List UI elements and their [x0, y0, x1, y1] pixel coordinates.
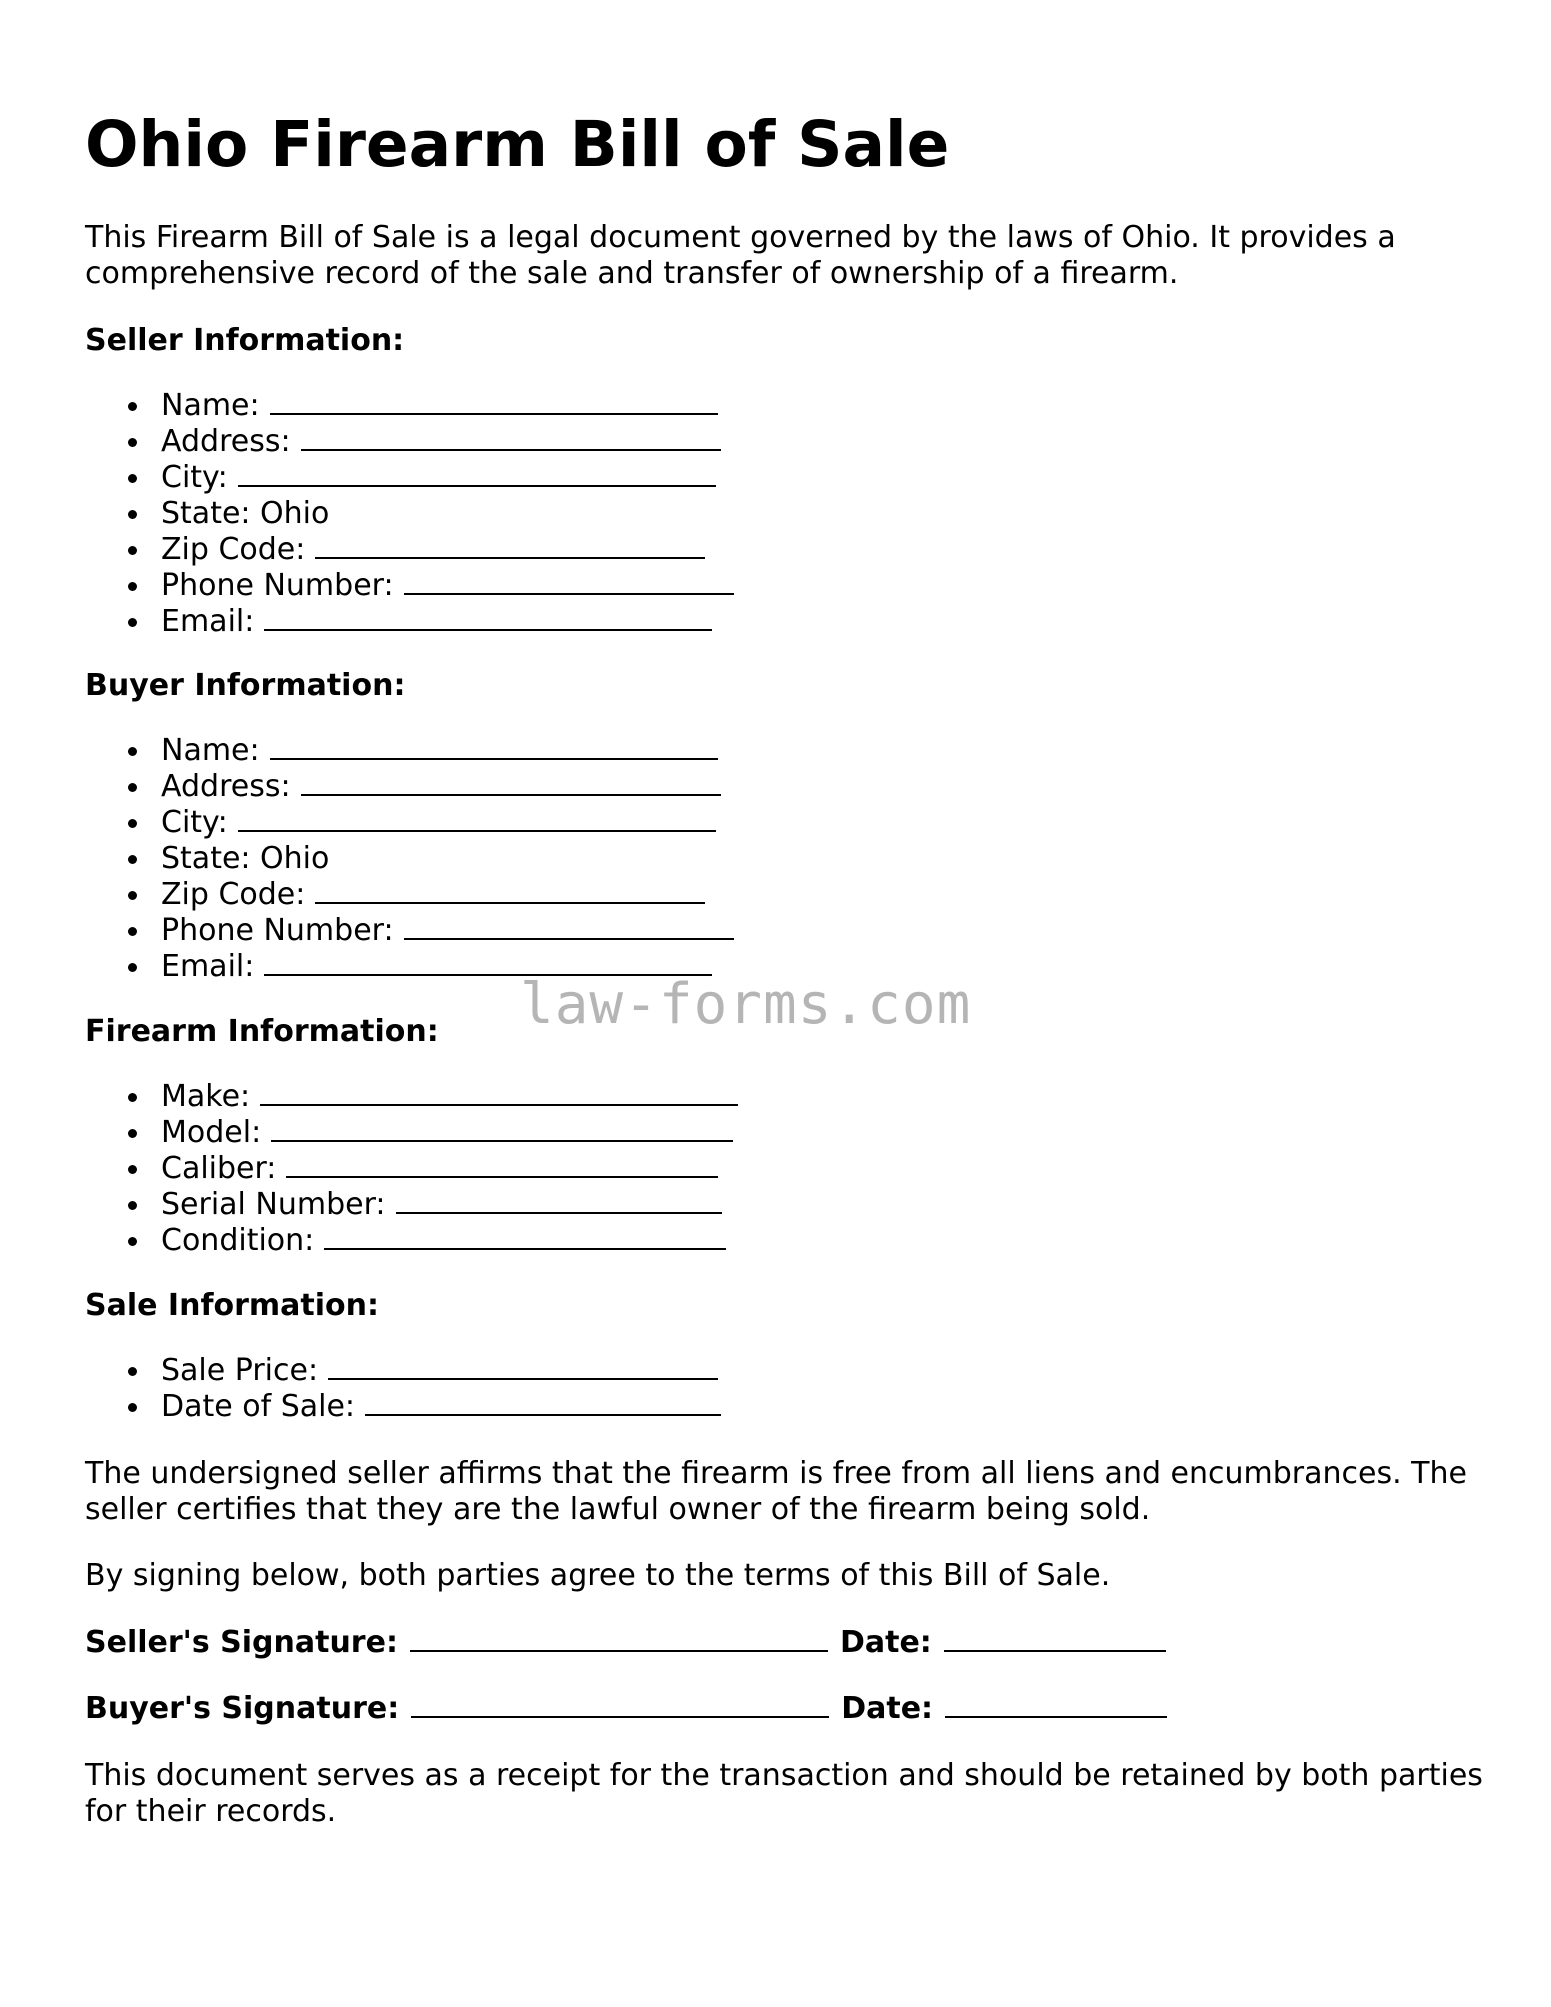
- buyer-zip-line[interactable]: [315, 898, 705, 904]
- buyer-address-line[interactable]: [301, 790, 721, 796]
- buyer-phone-line[interactable]: [404, 934, 734, 940]
- field-label: Date of Sale:: [161, 1389, 356, 1424]
- field-label: Condition:: [161, 1223, 315, 1258]
- bullet-icon: [128, 1367, 137, 1376]
- seller-email-line[interactable]: [264, 625, 712, 631]
- field-label: Make:: [161, 1079, 251, 1114]
- buyer-field-list: [85, 733, 734, 985]
- sale-heading: Sale Information:: [85, 1288, 379, 1323]
- bullet-icon: [128, 783, 137, 792]
- buyer-signature-line[interactable]: [411, 1712, 829, 1718]
- seller-city-line[interactable]: [238, 481, 716, 487]
- seller-address-field[interactable]: [85, 424, 734, 460]
- field-label: State: Ohio: [161, 841, 330, 876]
- seller-name-field[interactable]: [85, 388, 734, 424]
- sale-date-field[interactable]: [85, 1389, 721, 1425]
- field-label: Address:: [161, 424, 291, 459]
- bullet-icon: [128, 474, 137, 483]
- buyer-signature-label: Buyer's Signature:: [85, 1691, 400, 1726]
- field-label: Sale Price:: [161, 1353, 319, 1388]
- bullet-icon: [128, 402, 137, 411]
- bullet-icon: [128, 438, 137, 447]
- document-title: Ohio Firearm Bill of Sale: [85, 108, 950, 181]
- seller-zip-field[interactable]: [85, 532, 734, 568]
- seller-email-field[interactable]: [85, 604, 734, 640]
- bullet-icon: [128, 927, 137, 936]
- bullet-icon: [128, 546, 137, 555]
- closing-paragraph: This document serves as a receipt for the transaction and should be retained by both parties for their records.: [85, 1758, 1483, 1829]
- firearm-make-line[interactable]: [260, 1100, 738, 1106]
- bullet-icon: [128, 582, 137, 591]
- bullet-icon: [128, 855, 137, 864]
- buyer-date-line[interactable]: [945, 1712, 1167, 1718]
- bullet-icon: [128, 819, 137, 828]
- field-label: Address:: [161, 769, 291, 804]
- field-label: Model:: [161, 1115, 262, 1150]
- bullet-icon: [128, 891, 137, 900]
- firearm-model-field[interactable]: [85, 1115, 738, 1151]
- intro-paragraph: This Firearm Bill of Sale is a legal document governed by the laws of Ohio. It provides a comprehensive record of the sale and transfer of ownership of a firearm.: [85, 220, 1396, 291]
- agreement-paragraph: By signing below, both parties agree to the terms of this Bill of Sale.: [85, 1558, 1111, 1593]
- watermark: law-forms.com: [520, 972, 972, 1037]
- sale-field-list: [85, 1353, 721, 1425]
- firearm-caliber-field[interactable]: [85, 1151, 738, 1187]
- field-label: Zip Code:: [161, 877, 306, 912]
- buyer-heading: Buyer Information:: [85, 668, 406, 703]
- bullet-icon: [128, 963, 137, 972]
- field-label: Phone Number:: [161, 568, 394, 603]
- bullet-icon: [128, 1237, 137, 1246]
- affirmation-paragraph: The undersigned seller affirms that the firearm is free from all liens and encumbrances. The seller certifies that they are the lawful owner of the firearm being sold.: [85, 1456, 1467, 1527]
- buyer-name-line[interactable]: [270, 754, 718, 760]
- firearm-model-line[interactable]: [271, 1136, 733, 1142]
- sale-price-line[interactable]: [328, 1374, 718, 1380]
- field-label: Name:: [161, 388, 260, 423]
- seller-date-line[interactable]: [944, 1646, 1166, 1652]
- field-label: Name:: [161, 733, 260, 768]
- seller-phone-line[interactable]: [404, 589, 734, 595]
- firearm-field-list: [85, 1079, 738, 1259]
- buyer-phone-field[interactable]: [85, 913, 734, 949]
- bullet-icon: [128, 510, 137, 519]
- field-label: City:: [161, 460, 228, 495]
- buyer-zip-field[interactable]: [85, 877, 734, 913]
- seller-signature-label: Seller's Signature:: [85, 1625, 398, 1660]
- field-label: City:: [161, 805, 228, 840]
- bullet-icon: [128, 618, 137, 627]
- seller-field-list: [85, 388, 734, 640]
- bullet-icon: [128, 1093, 137, 1102]
- buyer-state-field: [85, 841, 734, 877]
- firearm-serial-field[interactable]: [85, 1187, 738, 1223]
- firearm-condition-field[interactable]: [85, 1223, 738, 1259]
- field-label: State: Ohio: [161, 496, 330, 531]
- firearm-make-field[interactable]: [85, 1079, 738, 1115]
- sale-price-field[interactable]: [85, 1353, 721, 1389]
- seller-signature-row: [85, 1625, 1178, 1661]
- field-label: Serial Number:: [161, 1187, 386, 1222]
- seller-signature-line[interactable]: [410, 1646, 828, 1652]
- sale-date-line[interactable]: [365, 1410, 721, 1416]
- buyer-name-field[interactable]: [85, 733, 734, 769]
- buyer-date-label: Date:: [841, 1691, 934, 1726]
- field-label: Phone Number:: [161, 913, 394, 948]
- seller-name-line[interactable]: [270, 409, 718, 415]
- firearm-caliber-line[interactable]: [286, 1172, 718, 1178]
- bullet-icon: [128, 1201, 137, 1210]
- seller-address-line[interactable]: [301, 445, 721, 451]
- field-label: Zip Code:: [161, 532, 306, 567]
- buyer-signature-row: [85, 1691, 1179, 1727]
- seller-phone-field[interactable]: [85, 568, 734, 604]
- field-label: Caliber:: [161, 1151, 277, 1186]
- buyer-address-field[interactable]: [85, 769, 734, 805]
- field-label: Email:: [161, 604, 255, 639]
- bullet-icon: [128, 1165, 137, 1174]
- firearm-heading: Firearm Information:: [85, 1014, 439, 1049]
- seller-date-label: Date:: [839, 1625, 932, 1660]
- seller-city-field[interactable]: [85, 460, 734, 496]
- seller-heading: Seller Information:: [85, 323, 405, 358]
- field-label: Email:: [161, 949, 255, 984]
- buyer-city-line[interactable]: [238, 826, 716, 832]
- firearm-serial-line[interactable]: [396, 1208, 722, 1214]
- seller-zip-line[interactable]: [315, 553, 705, 559]
- firearm-condition-line[interactable]: [324, 1244, 726, 1250]
- bullet-icon: [128, 1129, 137, 1138]
- bullet-icon: [128, 1403, 137, 1412]
- buyer-city-field[interactable]: [85, 805, 734, 841]
- bullet-icon: [128, 747, 137, 756]
- seller-state-field: [85, 496, 734, 532]
